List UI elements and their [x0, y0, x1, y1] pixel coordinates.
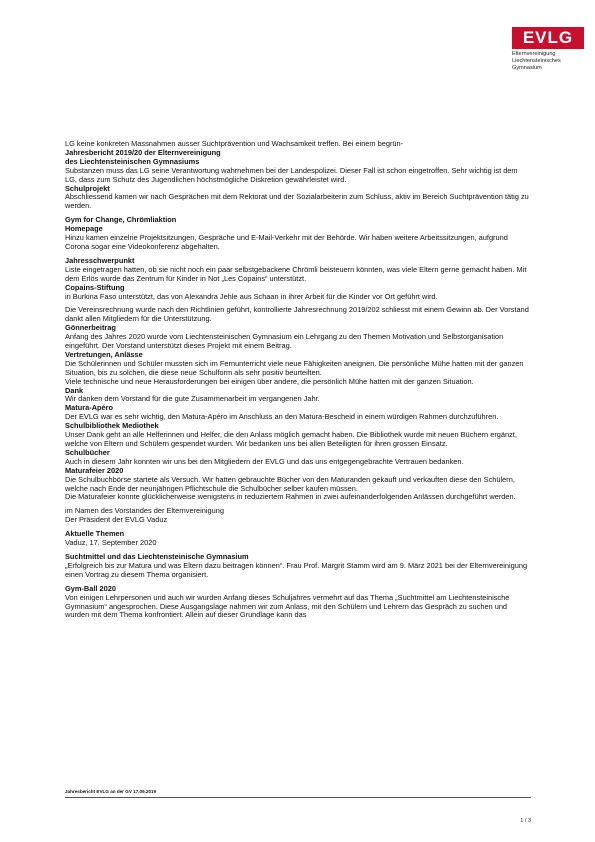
paragraph: Der Präsident der EVLG Vaduz [65, 515, 168, 525]
logo-line: Elternvereinigung [512, 51, 556, 57]
section-heading: Schulbibliothek Mediothek [65, 421, 159, 431]
evlg-logo [512, 27, 584, 75]
paragraph: Auch in diesem Jahr konnten wir uns bei den Mitgliedern der EVLG und das uns entgegengebrachte Vertrauen bedanken. [65, 456, 464, 466]
section-heading: Maturafeier 2020 [65, 465, 124, 475]
paragraph: Von einigen Lehrpersonen und auch wir wurden Anfang dieses Schuljahres vermehrt auf das Thema „Suchtmittel am Liechtensteinische Gymnasium“ angesprochen. Diese Ausgangslage nahmen wir zum Anlass, mit den Schülern und Lehrern das Gespräch zu suchen und wurden mit dem Thema konfrontiert. Allein auf dieser Grundlage kann das [65, 592, 510, 620]
section-heading: Copains-Stiftung [65, 282, 125, 292]
section-heading: Jahresschwerpunkt [65, 255, 135, 265]
paragraph: Substanzen muss das LG seine Verantwortung wahrnehmen bei der Landespolizei. Dieser Fall ist schon eingetroffen. Sehr wichtig ist dem LG, dass zum Schutz des Jugendlichen höchstmögliche Diskretion gewährleistet wird. [65, 165, 518, 184]
section-heading: Aktuelle Themen [65, 529, 125, 539]
page-number: 1 / 3 [520, 818, 531, 824]
paragraph: Die Schülerinnen und Schüler mussten sich im Fernunterricht viele neue Fähigkeiten aneignen. Die persönliche Mühe hatten mit der ganzen Situation, bis zu solchen, die diese neue Schulform als sehr positiv beurteilten. [65, 358, 524, 377]
logo-subtitle [512, 51, 592, 72]
paragraph: in Burkina Faso unterstützt, das von Alexandra Jehle aus Schaan in ihrer Arbeit für die Kinder vor Ort geführt wird. [65, 291, 438, 301]
logo-line: Liechtensteinisches [512, 58, 561, 64]
section-heading: Jahresbericht 2019/20 der Elternvereinigung [65, 147, 221, 157]
paragraph: Anfang des Jahres 2020 wurde vom Liechtensteinischen Gymnasium ein Lehrgang zu den Themen Motivation und Selbstorganisation eingeführt. Der Vorstand unterstützt dieses Projekt mit einem Beitrag. [65, 332, 504, 351]
logo-mark: EVLG [512, 27, 584, 49]
paragraph: Die Maturafeier konnte glücklicherweise wenigstens in reduziertem Rahmen in zwei aufeinanderfolgenden Anlässen durchgeführt werden. [65, 492, 516, 502]
paragraph: Hinzu kamen einzelne Projektsitzungen, Gespräche und E-Mail-Verkehr mit der Behörde. Wir haben weitere Arbeitssitzungen, aufgrund Corona sogar eine Videokonferenz abgehalten. [65, 233, 508, 251]
paragraph: Vaduz, 17. September 2020 [65, 538, 157, 548]
section-heading: Dank [65, 385, 84, 395]
paragraph: Der EVLG war es sehr wichtig, den Matura-Apéro im Anschluss an den Matura-Bescheid in einem würdigen Rahmen durchzuführen. [65, 412, 499, 422]
section-heading: Matura-Apéro [65, 403, 114, 413]
section-heading: Gönnerbeitrag [65, 323, 116, 333]
paragraph: LG keine konkreten Massnahmen ausser Suchtprävention und Wachsamkeit treffen. Bei einem begrün- [65, 139, 404, 148]
paragraph: Unser Dank geht an alle Helferinnen und Helfer, die den Anlass möglich gemacht haben. Die Bibliothek wurde mit neuen Büchern ergänzt, welche von Eltern und Schülern gespendet wurden. Wir bedanken uns bei allen Beteiligten für ihren grossen Einsatz. [65, 430, 517, 448]
section-heading: Schulprojekt [65, 183, 110, 193]
paragraph: Die Vereinsrechnung wurde nach den Richtlinien geführt, kontrollierte Jahresrechnung 2019/202 schliesst mit einem Gewinn ab. Der Vorstand dankt allen Mitgliedern für die Unterstützung. [65, 305, 529, 324]
section-heading: Gym for Change, Chrömliaktion [65, 215, 177, 225]
section-heading: Vertretungen, Anlässe [65, 349, 143, 359]
paragraph: Die Schulbuchbörse startete als Versuch. Wir hatten gebrauchte Bücher von den Maturanden gekauft und verkauften diese den Schülern, welche nach Ende der neunjährigen Pflichtschule die Schulbücher selber kaufen müssen. [65, 474, 515, 493]
paragraph: Abschliessend kamen wir nach Gesprächen mit dem Rektorat und der Sozialarbeiterin zum Schluss, aktiv im Bereich Suchtprävention tätig zu werden. [65, 192, 529, 211]
section-heading: Homepage [65, 224, 103, 234]
paragraph: Viele technische und neue Herausforderungen bei einigen über andere, die persönlich Mühe hatten mit der ganzen Situation. [65, 376, 474, 386]
paragraph: im Namen des Vorstandes der Elternvereinigung [65, 506, 224, 516]
section-heading: Suchtmittel und das Liechtensteinische Gymnasium [65, 551, 249, 561]
page-footer [65, 789, 531, 824]
footer-title: Jahresbericht EVLG an der GV 17.09.2019 [65, 789, 157, 794]
paragraph: Liste eingetragen hatten, ob sie nicht noch ein paar selbstgebackene Chrömli beisteuern könnten, was viele Eltern gerne gemacht haben. Mit dem Erlös wurde das Zentrum für Kinder in Not „Les Copains“ unterstützt. [65, 264, 527, 283]
footer-divider [65, 797, 531, 798]
section-heading: Gym-Ball 2020 [65, 583, 116, 593]
logo-line: Gymnasium [512, 65, 542, 71]
paragraph: „Erfolgreich bis zur Matura und was Eltern dazu beitragen können“. Frau Prof. Margrit Stamm wird am 9. März 2021 bei der Elternvereinigung einen Vortrag zu diesem Thema organisiert. [65, 560, 528, 579]
section-heading: des Liechtensteinischen Gymnasiums [65, 156, 200, 166]
paragraph: Wir danken dem Vorstand für die gute Zusammenarbeit im vergangenen Jahr. [65, 394, 320, 404]
report-body [65, 140, 531, 620]
section-heading: Schulbücher [65, 447, 110, 457]
